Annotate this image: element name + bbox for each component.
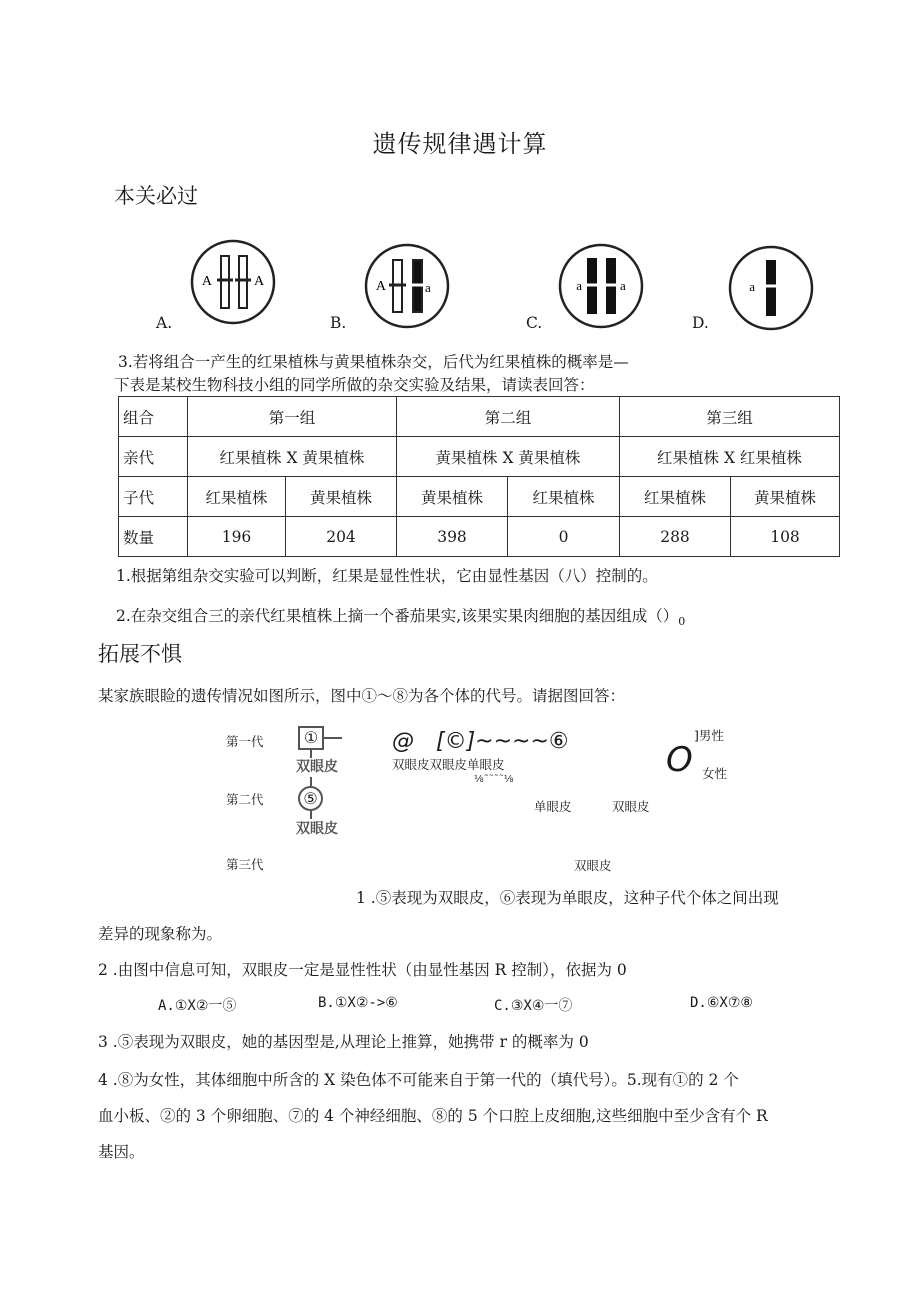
individual-5-label: ⑤ [303, 789, 318, 808]
gene-label: A [201, 274, 212, 289]
intro-2: 某家族眼睑的遗传情况如图所示，图中①～⑧为各个体的代号。请据图回答： [98, 687, 626, 705]
group-header: 第三组 [620, 397, 840, 437]
group-header: 第二组 [397, 397, 620, 437]
row-label: 数量 [119, 517, 188, 557]
option-c: C.③X④一⑦ [494, 998, 573, 1014]
pedigree-question-4-line-3: 基因。 [98, 1143, 145, 1161]
cell-diagram-d [726, 242, 816, 334]
descent-line [310, 777, 312, 786]
offspring-cell: 红果植株 [620, 477, 731, 517]
trait-double-eyelid: 双眼皮 [612, 799, 650, 814]
count-cell: 288 [620, 517, 731, 557]
trait-single-eyelid: 单眼皮 [534, 799, 572, 814]
legend-female-symbol: O [666, 740, 693, 780]
table-row [119, 517, 840, 557]
cell-diagram-b [362, 240, 452, 332]
table-question-1: 1.根据第组杂交实验可以判断，红果是显性性状，它由显性基因（八）控制的。 [116, 567, 658, 585]
pedigree-garbled-lines: ⅛˜˜˜˜⅛ [474, 774, 514, 785]
offspring-cell: 黄果植株 [731, 477, 840, 517]
cross-table [118, 396, 840, 557]
individual-5-female-circle [298, 786, 323, 811]
parent-cell: 黄果植株 X 黄果植株 [397, 437, 620, 477]
table-row [119, 437, 840, 477]
pedigree-question-1-line-2: 差异的现象称为。 [98, 925, 223, 943]
option-letter-d: D. [692, 314, 709, 332]
individual-1-trait: 双眼皮 [296, 759, 338, 775]
row-label: 亲代 [119, 437, 188, 477]
gene-label: a [749, 279, 755, 294]
count-cell: 398 [397, 517, 508, 557]
pedigree-question-1-line-1: 1 .⑤表现为双眼皮，⑥表现为单眼皮，这种子代个体之间出现 [356, 889, 779, 907]
option-letter-a: A. [156, 314, 173, 332]
offspring-cell: 黄果植株 [397, 477, 508, 517]
gene-label: a [620, 278, 626, 293]
gene-label: A [254, 274, 265, 289]
cell-diagram-c [556, 240, 646, 332]
gene-label: a [425, 280, 431, 295]
pedigree-question-4-line-2: 血小板、②的 3 个卵细胞、⑦的 4 个神经细胞、⑧的 5 个口腔上皮细胞,这些细胞中至少含有个 R [98, 1107, 768, 1125]
parent-cell: 红果植株 X 黄果植株 [188, 437, 397, 477]
table-intro: 下表是某校生物科技小组的同学所做的杂交实验及结果，请读表回答： [114, 376, 595, 394]
offspring-cell: 红果植株 [188, 477, 286, 517]
mating-line [324, 737, 342, 739]
option-d: D.⑥X⑦⑧ [690, 995, 753, 1011]
option-b: B.①X②->⑥ [318, 995, 398, 1011]
pedigree-garbled-symbols: @ [©]~~~~⑥ [392, 729, 569, 754]
parent-cell: 红果植株 X 红果植株 [620, 437, 840, 477]
pedigree-question-2: 2 .由图中信息可知，双眼皮一定是显性性状（由显性基因 R 控制），依据为 0 [98, 961, 627, 979]
trait-double-eyelid-gen3: 双眼皮 [574, 858, 612, 873]
page-title: 遗传规律遇计算 [372, 130, 548, 158]
table-row [119, 477, 840, 517]
section-heading-2: 拓展不惧 [98, 642, 182, 666]
cell-diagram-a [188, 236, 278, 328]
gene-label: a [576, 278, 582, 293]
legend-female: 女性 [702, 766, 728, 781]
option-letter-b: B. [330, 314, 347, 332]
individual-5-trait: 双眼皮 [296, 821, 338, 837]
row-label: 子代 [119, 477, 188, 517]
legend-male: ]男性 [694, 728, 724, 743]
offspring-cell: 红果植株 [508, 477, 620, 517]
table-question-2-tail: 0 [678, 615, 686, 629]
option-letter-c: C. [526, 314, 543, 332]
group-header: 第一组 [188, 397, 397, 437]
count-cell: 204 [286, 517, 397, 557]
count-cell: 196 [188, 517, 286, 557]
count-cell: 108 [731, 517, 840, 557]
individual-1-label: ① [303, 728, 319, 747]
question-3: 3.若将组合一产生的红果植株与黄果植株杂交，后代为红果植株的概率是— [118, 353, 629, 371]
gen-label-2: 第二代 [226, 792, 264, 807]
table-question-2 [116, 604, 685, 628]
table-question-2-text: 2.在杂交组合三的亲代红果植株上摘一个番茄果实,该果实果肉细胞的基因组成（） [116, 607, 679, 625]
row-label: 组合 [119, 397, 188, 437]
table-row [119, 397, 840, 437]
count-cell: 0 [508, 517, 620, 557]
pedigree-question-3: 3 .⑤表现为双眼皮，她的基因型是,从理论上推算，她携带 r 的概率为 0 [98, 1033, 589, 1051]
gen-label-1: 第一代 [226, 734, 264, 749]
offspring-cell: 黄果植株 [286, 477, 397, 517]
pedigree-garbled-labels: 双眼皮双眼皮单眼皮 [392, 757, 505, 772]
gen-label-3: 第三代 [226, 857, 264, 872]
pedigree-question-4-line-1: 4 .⑧为女性，其体细胞中所含的 X 染色体不可能来自于第一代的（填代号）。5.现有①的 2 个 [98, 1071, 739, 1089]
section-heading-1: 本关必过 [114, 184, 198, 208]
gene-label: A [375, 279, 386, 294]
option-a: A.①X②一⑤ [158, 998, 237, 1014]
individual-1-male-square [298, 726, 324, 750]
